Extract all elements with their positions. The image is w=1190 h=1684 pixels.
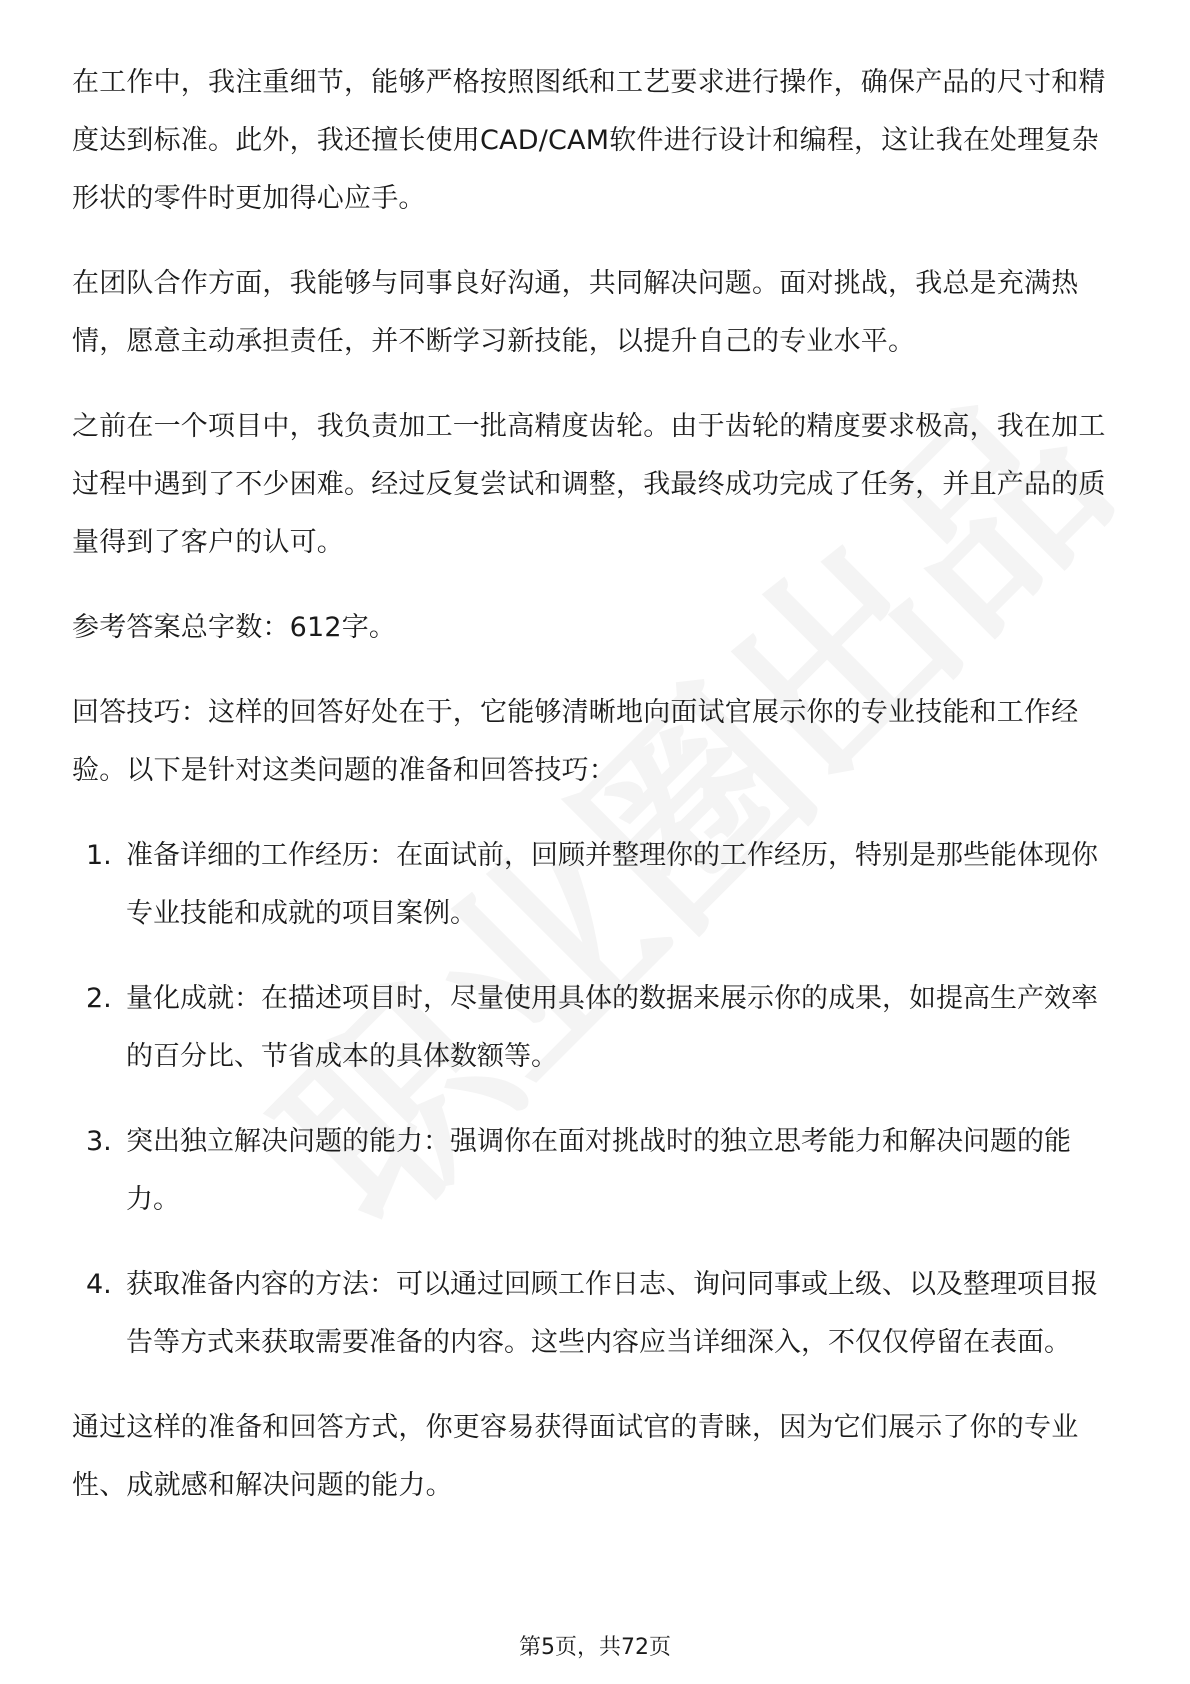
page-footer: 第5页，共72页: [519, 1635, 671, 1660]
list-number: 4.: [86, 1269, 112, 1300]
list-number: 1.: [86, 840, 112, 871]
list-item: [72, 970, 1118, 1086]
closing-paragraph: 通过这样的准备和回答方式，你更容易获得面试官的青睐，因为它们展示了你的专业性、成就感和解决问题的能力。: [72, 1412, 1079, 1501]
paragraph: 在工作中，我注重细节，能够严格按照图纸和工艺要求进行操作，确保产品的尺寸和精度达到标准。此外，我还擅长使用CAD/CAM软件进行设计和编程，这让我在处理复杂形状的零件时更加得心应手。: [72, 67, 1106, 214]
tips-list: [72, 827, 1118, 1372]
word-count-note: 参考答案总字数：612字。: [72, 612, 397, 643]
list-text: 量化成就：在描述项目时，尽量使用具体的数据来展示你的成果，如提高生产效率的百分比、节省成本的具体数额等。: [126, 983, 1098, 1072]
document-body: [72, 54, 1118, 1542]
list-item: [72, 827, 1118, 943]
list-number: 3.: [86, 1126, 112, 1157]
list-text: 突出独立解决问题的能力：强调你在面对挑战时的独立思考能力和解决问题的能力。: [126, 1126, 1071, 1215]
paragraph: 之前在一个项目中，我负责加工一批高精度齿轮。由于齿轮的精度要求极高，我在加工过程中遇到了不少困难。经过反复尝试和调整，我最终成功完成了任务，并且产品的质量得到了客户的认可。: [72, 411, 1106, 558]
tips-intro: 回答技巧：这样的回答好处在于，它能够清晰地向面试官展示你的专业技能和工作经验。以下是针对这类问题的准备和回答技巧：: [72, 697, 1079, 786]
list-item: [72, 1113, 1118, 1229]
list-number: 2.: [86, 983, 112, 1014]
list-item: [72, 1256, 1118, 1372]
list-text: 获取准备内容的方法：可以通过回顾工作日志、询问同事或上级、以及整理项目报告等方式来获取需要准备的内容。这些内容应当详细深入，不仅仅停留在表面。: [126, 1269, 1098, 1358]
paragraph: 在团队合作方面，我能够与同事良好沟通，共同解决问题。面对挑战，我总是充满热情，愿意主动承担责任，并不断学习新技能，以提升自己的专业水平。: [72, 268, 1079, 357]
list-text: 准备详细的工作经历：在面试前，回顾并整理你的工作经历，特别是那些能体现你专业技能和成就的项目案例。: [126, 840, 1098, 929]
